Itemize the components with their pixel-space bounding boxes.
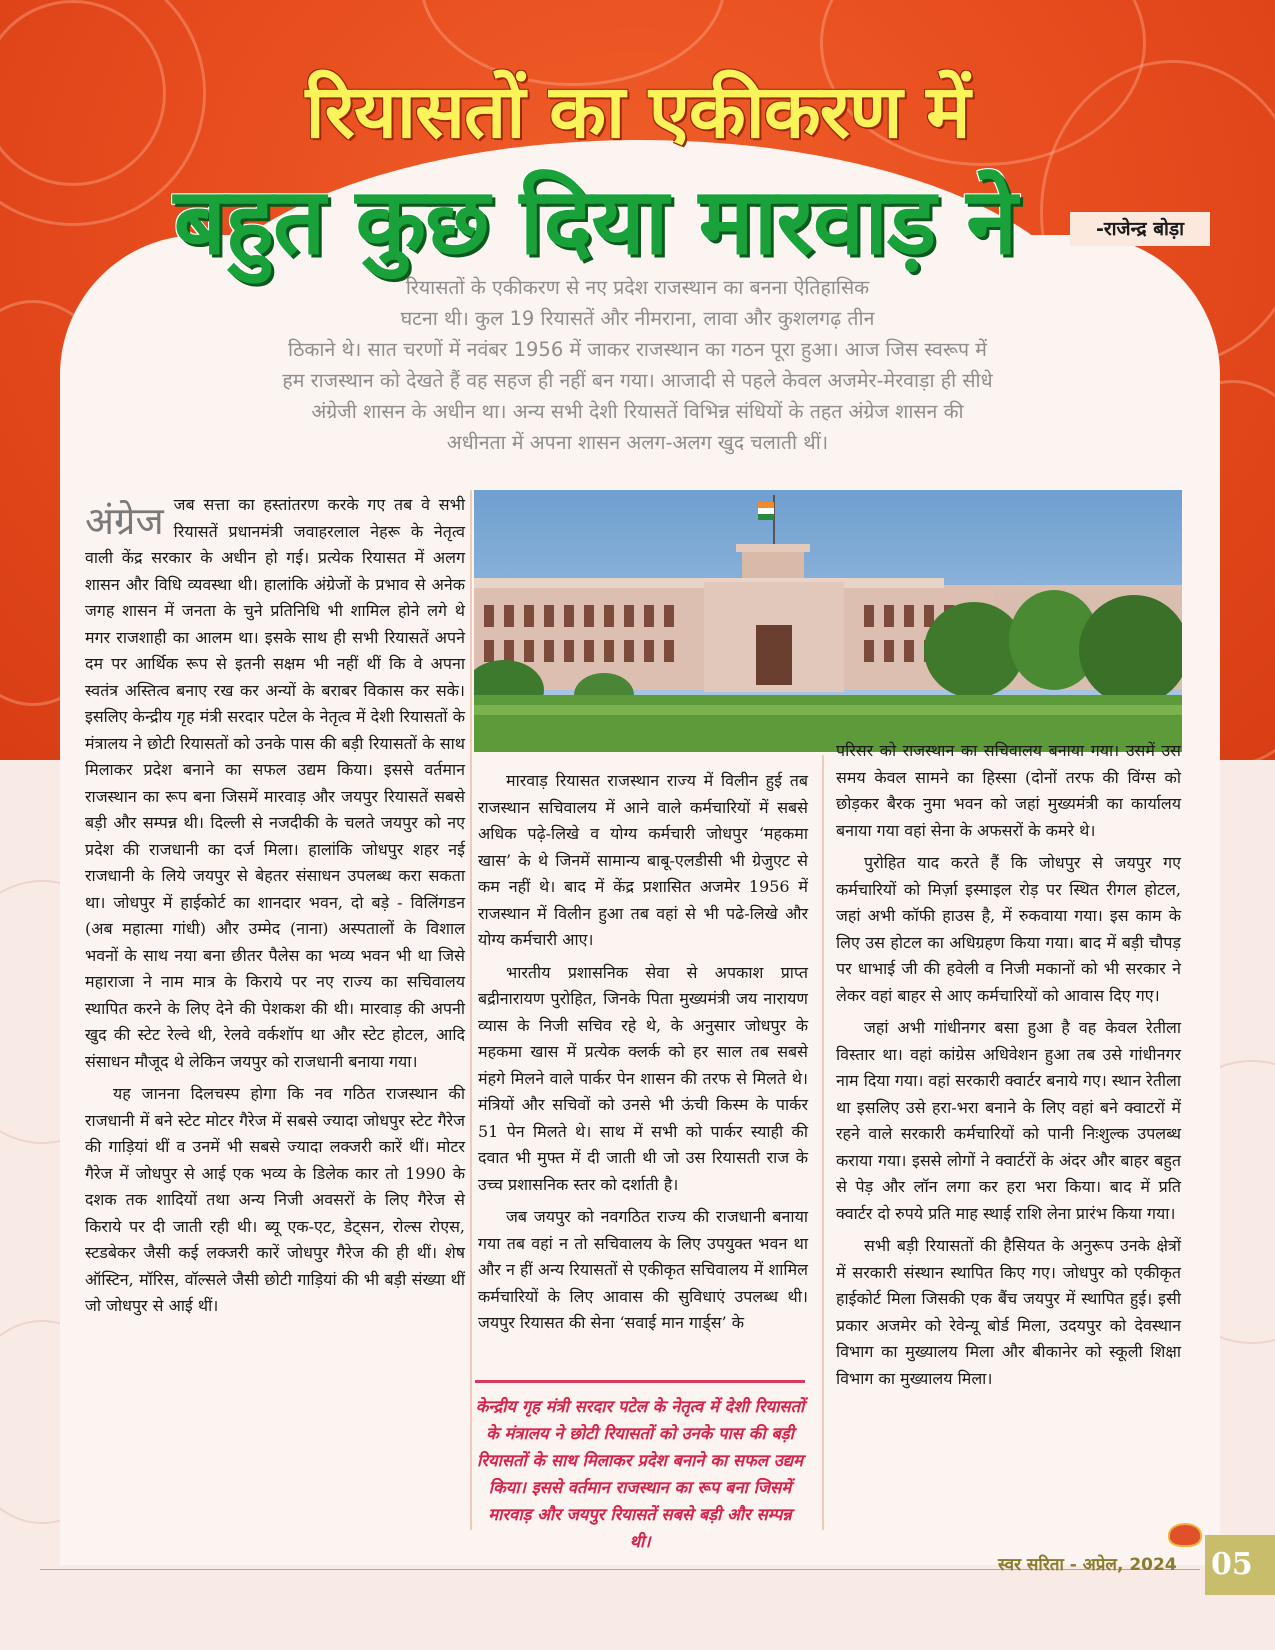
drop-cap-word: अंग्रेज bbox=[85, 499, 164, 543]
title-line-1: रियासतों का एकीकरण में bbox=[305, 69, 970, 155]
title-line-2: बहुत कुछ दिया मारवाड़ ने bbox=[173, 168, 1017, 275]
pull-quote: केन्द्रीय गृह मंत्री सरदार पटेल के नेतृत्व में देशी रियासतों के मंत्रालय ने छोटी रियासतों को उनके पास की बड़ी रियासतों के साथ मिलाकर प्रदेश बनाने का सफल उद्यम किया। इससे वर्तमान राजस्थान का रूप बना जिसमें मारवाड़ और जयपुर रियासतें सबसे बड़ी और सम्पन्न थी। bbox=[475, 1380, 805, 1555]
article-column-3 bbox=[836, 738, 1181, 1398]
column-divider bbox=[470, 490, 472, 1530]
intro-line: हम राजस्थान को देखते हैं वह सहज ही नहीं बन गया। आजादी से पहले केवल अजमेर-मेरवाड़ा ही सीधे bbox=[282, 369, 993, 392]
paragraph: सभी बड़ी रियासतों की हैसियत के अनुरूप उनके क्षेत्रों में सरकारी संस्थान स्थापित किए गए। जोधपुर को एकीकृत हाईकोर्ट मिला जिसकी एक बैंच जयपुर में स्थापित हुई। इसी प्रकार अजमेर को रेवेन्यू बोर्ड मिला, उदयपुर को देवस्थान विभाग का मुख्यालय मिला और बीकानेर को स्कूली शिक्षा विभाग का मुख्यालय मिला। bbox=[836, 1236, 1181, 1388]
paragraph: भारतीय प्रशासनिक सेवा से अपकाश प्राप्त बद्रीनारायण पुरोहित, जिनके पिता मुख्यमंत्री जय नारायण व्यास के निजी सचिव रहे थे, के अनुसार जोधपुर के महकमा खास में प्रत्येक क्लर्क को हर साल तब सबसे मंहगे मिलने वाले पार्कर पेन शासन की तरफ से मिलते थे। मंत्रियों और सचिवों को उनसे भी ऊंची किस्म के पार्कर 51 पेन मिलते थे। साथ में सभी को पार्कर स्याही की दवात भी मुफ्त में दी जाती थी जो उस रियासती राज के उच्च प्रशासनिक स्तर को दर्शाती है। bbox=[478, 962, 808, 1194]
page-number: 05 bbox=[1205, 1535, 1275, 1595]
article-column-1 bbox=[85, 492, 465, 1326]
paragraph: यह जानना दिलचस्प होगा कि नव गठित राजस्थान की राजधानी में बने स्टेट मोटर गैरेज में सबसे ज्यादा जोधपुर स्टेट गैरेज की गाड़ियां थीं व उनमें भी सबसे ज्यादा लक्जरी कारें थीं। मोटर गैरेज में जोधपुर से आई एक भव्य के डिलेक कार तो 1990 के दशक तक शादियों तथा अन्य निजी अवसरों के लिए गैरेज से किराये पर दी जाती रही थी। ब्यू एक-एट, डेट्सन, रोल्स रोएस, स्टडबेकर जैसी कई लक्जरी कारें जोधपुर गैरेज की ही थीं। शेष ऑस्टिन, मॉरिस, वॉल्सले जैसी छोटी गाड़ियां की भी बड़ी संख्या थीं जो जोधपुर से आई थीं। bbox=[85, 1084, 465, 1315]
article-column-2 bbox=[478, 768, 808, 1343]
intro-line: अधीनता में अपना शासन अलग-अलग खुद चलाती थीं। bbox=[446, 431, 829, 454]
intro-line: अंग्रेजी शासन के अधीन था। अन्य सभी देशी रियासतें विभिन्न संधियों के तहत अंग्रेज शासन की bbox=[311, 400, 964, 423]
paragraph: जब जयपुर को नवगठित राज्य की राजधानी बनाया गया तब वहां न तो सचिवालय के लिए उपयुक्त भवन था और न हीं अन्य रियासतों से एकीकृत सचिवालय में शामिल कर्मचारियों के लिए आवास की सुविधाएं उपलब्ध थी। जयपुर रियासत की सेना ‘सवाई मान गार्ड्स’ के bbox=[478, 1207, 808, 1332]
end-mark-icon bbox=[1168, 1523, 1202, 1547]
intro-line: घटना थी। कुल 19 रियासतें और नीमराना, लावा और कुशलगढ़ तीन bbox=[400, 307, 875, 330]
secretariat-photo bbox=[474, 490, 1182, 752]
paragraph: मारवाड़ रियासत राजस्थान राज्य में विलीन हुई तब राजस्थान सचिवालय में आने वाले कर्मचारियों में सबसे अधिक पढ़े-लिखे व योग्य कर्मचारी जोधपुर ‘महकमा खास’ के थे जिनमें सामान्य बाबू-एलडीसी भी ग्रेजुएट से कम नहीं थे। बाद में केंद्र प्रशासित अजमेर 1956 में राजस्थान में विलीन हुआ तब वहां से भी पढे-लिखे और योग्य कर्मचारी आए। bbox=[478, 771, 808, 949]
footer-magazine-name: स्वर सरिता - अप्रेल, 2024 bbox=[998, 1555, 1177, 1575]
author-byline: -राजेन्द्र बोड़ा bbox=[1070, 212, 1210, 246]
paragraph: जहां अभी गांधीनगर बसा हुआ है वह केवल रेतीला विस्तार था। वहां कांग्रेस अधिवेशन हुआ तब उसे गांधीनगर नाम दिया गया। वहां सरकारी क्वार्टर बनाये गए। स्थान रेतीला था इसलिए उसे हरा-भरा बनाने के लिए वहां बने क्वाटरों में रहने वाले सरकारी कर्मचारियों को पानी निःशुल्क उपलब्ध कराया गया। इससे लोगों ने क्वार्टरों के अंदर और बाहर बहुत से पेड़ और लॉन लगा कर हरा भरा किया। बाद में प्रति क्वार्टर दो रुपये प्रति माह स्थाई राशि लेना प्रारंभ किया गया। bbox=[836, 1018, 1181, 1223]
paragraph: जब सत्ता का हस्तांतरण करके गए तब वे सभी रियासतें प्रधानमंत्री जवाहरलाल नेहरू के नेतृत्व वाली केंद्र सरकार के अधीन हो गई। प्रत्येक रियासत में अलग शासन और विधि व्यवस्था थी। हालांकि अंग्रेजों के प्रभाव से अनेक जगह शासन में जनता के चुने प्रतिनिधि भी शामिल होने लगे थे मगर राजशाही का आलम था। इसके साथ ही सभी रियासतें अपने दम पर आर्थिक रूप से इतनी सक्षम भी नहीं थीं कि वे अपना स्वतंत्र अस्तित्व बनाए रख कर अन्यों के बराबर विकास कर सके। इसलिए केन्द्रीय गृह मंत्री सरदार पटेल के नेतृत्व में देशी रियासतों के मंत्रालय ने छोटी रियासतों को उनके पास की बड़ी रियासतों के साथ मिलाकर प्रदेश बनाने का सफल उद्यम किया। इससे वर्तमान राजस्थान का रूप बना जिसमें मारवाड़ और जयपुर रियासतें सबसे बड़ी और सम्पन्न थी। दिल्ली से नजदीकी के चलते जयपुर को नए प्रदेश की राजधानी का दर्ज मिला। हालांकि जोधपुर शहर नई राजधानी के लिये जयपुर से बेहतर संसाधन उपलब्ध करा सकता था। जोधपुर में हाईकोर्ट का शानदार भवन, दो बड़े - विलिंगडन (अब महात्मा गांधी) और उम्मेद (नाना) अस्पतालों के विशाल भवनों के साथ नया बना छीतर पैलेस का भव्य भवन भी था जिसे महाराजा ने नाम मात्र के किराये पर नए राज्य का सचिवालय स्थापित करने के लिए देने की पेशकश की थी। मारवाड़ की अपनी खुद की स्टेट रेल्वे थी, रेलवे वर्कशॉप था और स्टेट होटल, आदि संसाधन मौजूद थे लेकिन जयपुर को राजधानी बनाया गया। bbox=[85, 495, 465, 1071]
paragraph: परिसर को राजस्थान का सचिवालय बनाया गया। उसमें उस समय केवल सामने का हिस्सा (दोनों तरफ की विंग्स को छोड़कर बैरक नुमा भवन को जहां मुख्यमंत्री का कार्यालय बनाया गया वहां सेना के अफसरों के कमरे थे। bbox=[836, 741, 1181, 840]
column-divider bbox=[822, 755, 824, 1530]
intro-line: रियासतों के एकीकरण से नए प्रदेश राजस्थान का बनना ऐतिहासिक bbox=[405, 276, 870, 299]
intro-line: ठिकाने थे। सात चरणों में नवंबर 1956 में जाकर राजस्थान का गठन पूरा हुआ। आज जिस स्वरूप में bbox=[288, 338, 987, 361]
paragraph: पुरोहित याद करते हैं कि जोधपुर से जयपुर गए कर्मचारियों को मिर्ज़ा इस्माइल रोड़ पर स्थित रीगल होटल, जहां अभी कॉफी हाउस है, में रुकवाया गया। इस काम के लिए उस होटल का अधिग्रहण किया गया। बाद में बड़ी चौपड़ पर धाभाई जी की हवेली व निजी मकानों को भी सरकार ने लेकर वहां बाहर से आए कर्मचारियों को आवास दिए गए। bbox=[836, 853, 1181, 1005]
intro-paragraph bbox=[200, 272, 1075, 458]
